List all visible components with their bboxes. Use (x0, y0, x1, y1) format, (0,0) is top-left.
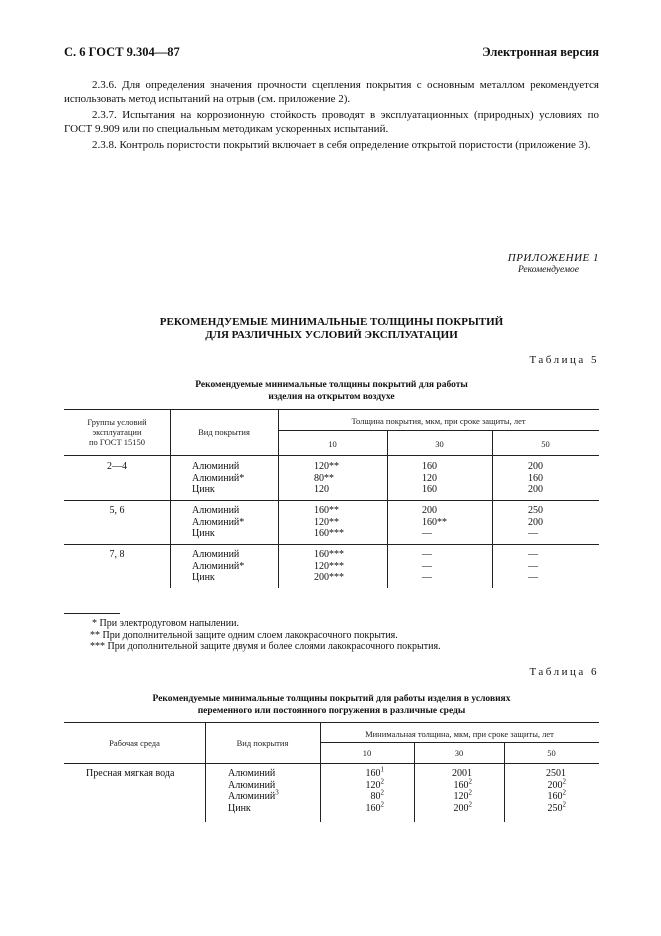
table6-top-rule (64, 722, 599, 723)
table6-header-year: 10 (362, 748, 372, 758)
table5-value: 160*** (314, 528, 344, 539)
table6-header-subrule (320, 742, 599, 743)
table5-coating: Цинк (192, 572, 215, 583)
table5-coating-list (192, 461, 244, 496)
page-header-right: Электронная версия (482, 45, 599, 59)
table5-value: — (528, 560, 538, 572)
table5-values-30 (422, 505, 447, 540)
table5-value: 200*** (314, 572, 344, 583)
footnote: ** При дополнительной защите одним слоем лакокрасочного покрытия. (90, 629, 398, 641)
table6-value: $160^1$ (365, 765, 384, 779)
table5-value: 120 (422, 472, 437, 484)
table5-coating: Алюминий* (192, 472, 245, 484)
body-text (64, 78, 599, 154)
appendix-subtitle: Рекомендуемое (517, 265, 579, 275)
table5-values-10 (314, 461, 339, 496)
table5-value: — (422, 560, 432, 572)
table5-value: 160 (422, 484, 437, 495)
table6-value: $160^2$ (365, 800, 384, 814)
section-title-line1: РЕКОМЕНДУЕМЫЕ МИНИМАЛЬНЫЕ ТОЛЩИНЫ ПОКРЫТИЙ (159, 316, 504, 328)
page-header-left: С. 6 ГОСТ 9.304—87 (64, 45, 180, 59)
table5-value: 120 (314, 484, 329, 495)
table6-caption (64, 693, 599, 717)
table5-group-name: 2—4 (107, 461, 127, 472)
table5-header-group-line2: эксплуатации (92, 427, 142, 437)
table6-values-50 (522, 768, 566, 814)
table5-col-rule (492, 430, 493, 588)
paragraph-2-3-7: 2.3.7. Испытания на коррозионную стойкость проводят в эксплуатационных (природных) условиях по ГОСТ 9.909 или по специальным методикам ускоренных испытаний. (64, 109, 599, 135)
table5-caption-line1: Рекомендуемые минимальные толщины покрытий для работы (195, 380, 468, 390)
footnote: *** При дополнительной защите двумя и более слоями лакокрасочного покрытия. (90, 641, 441, 652)
table5-top-rule (64, 409, 599, 410)
table5-coating-list (192, 505, 244, 540)
table5-coating: Алюминий (192, 505, 240, 516)
table5-group-name: 7, 8 (109, 549, 125, 560)
table5-coating: Алюминий (192, 549, 240, 560)
table5-value: 160 (528, 472, 543, 484)
table6-col-rule (205, 722, 206, 822)
table6-value: $250^2$ (547, 800, 566, 814)
table5-header-thickness: Толщина покрытия, мкм, при сроке защиты, лет (351, 416, 526, 426)
appendix-title: ПРИЛОЖЕНИЕ 1 (507, 252, 599, 264)
table5-value: 160 (422, 461, 437, 472)
section-title-line2: ДЛЯ РАЗЛИЧНЫХ УСЛОВИЙ ЭКСПЛУАТАЦИИ (205, 329, 458, 341)
paragraph-2-3-8: 2.3.8. Контроль пористости покрытий включает в себя определение открытой пористости (приложение 3). (92, 139, 591, 151)
table6-value: $160^2$ (453, 777, 472, 791)
table6-value: 2501 (546, 768, 566, 779)
table5-col-rule (278, 409, 279, 588)
table5-values-50 (528, 549, 538, 584)
table6-coating-list (228, 768, 279, 814)
table6-label: Таблица 6 (529, 666, 599, 678)
table5-value: 200 (528, 461, 543, 472)
table5-value: 120*** (314, 560, 344, 572)
table5-coating: Цинк (192, 528, 215, 539)
table6-coating: Алюминий$^3$ (228, 788, 279, 802)
footnote-separator (64, 613, 120, 614)
table5-group-name: 5, 6 (109, 505, 125, 516)
table5-value: — (422, 549, 432, 560)
table5-header-year: 30 (435, 439, 444, 449)
table5-value: — (528, 572, 538, 583)
table6-medium: Пресная мягкая вода (86, 768, 175, 779)
table5-caption-line2: изделия на открытом воздухе (268, 392, 395, 402)
table6-value: $80^2$ (370, 788, 384, 802)
table6-header-rule (64, 763, 599, 764)
table5-value: — (528, 549, 538, 560)
table6-values-30 (430, 768, 472, 814)
table5-coating: Алюминий* (192, 516, 245, 528)
table5-value: 120** (314, 461, 339, 472)
table5-header-group-line3: по ГОСТ 15150 (88, 437, 146, 447)
table5-header-year: 10 (328, 439, 337, 449)
table5-value: 250 (528, 505, 543, 516)
table5-value: 120** (314, 516, 339, 528)
table6-value: $120^2$ (365, 777, 384, 791)
table6-header-year: 50 (547, 748, 556, 758)
table5-col-rule (387, 430, 388, 588)
table5-values-50 (528, 461, 543, 496)
table5-coating: Алюминий (192, 461, 240, 472)
table5-label: Таблица 5 (529, 354, 599, 366)
table5-value: — (422, 572, 432, 583)
table5-header-group-line1: Группы условий (87, 417, 147, 427)
table5-header-group (64, 417, 170, 447)
footnotes (64, 618, 599, 653)
table5-value: — (422, 528, 432, 539)
table5-value: 160*** (314, 549, 344, 560)
table5-values-50 (528, 505, 543, 540)
table5-value: 200 (528, 484, 543, 495)
table5-value: 160** (422, 516, 447, 528)
table6-value: $200^2$ (547, 777, 566, 791)
table5-coating: Алюминий* (192, 560, 245, 572)
table5-header-rule (64, 455, 599, 456)
table5-row-rule (64, 500, 599, 501)
table6-header-coating: Вид покрытия (236, 738, 289, 748)
table6-coating: Цинк (228, 802, 251, 814)
table5-value: 200 (422, 505, 437, 516)
table5-value: 200 (528, 516, 543, 528)
table5-values-30 (422, 461, 437, 496)
table5-values-10 (314, 505, 344, 540)
table6-coating: Алюминий (228, 768, 276, 779)
table5-header-coating: Вид покрытия (198, 427, 250, 437)
table6-value: $120^2$ (453, 788, 472, 802)
section-title (64, 316, 599, 342)
table5-coating-list (192, 549, 244, 584)
table6-value: $200^2$ (453, 800, 472, 814)
table6-header-thickness: Минимальная толщина, мкм, при сроке защиты, лет (365, 729, 554, 739)
table6-value: 2001 (452, 768, 472, 779)
table5-values-30 (422, 549, 432, 584)
table6-header-medium: Рабочая среда (109, 738, 160, 748)
table5-header-subrule (278, 430, 599, 431)
table5-header-year: 50 (541, 439, 550, 449)
table6-header-year: 30 (454, 748, 464, 758)
table6-caption-line2: переменного или постоянного погружения в различные среды (197, 706, 466, 716)
table6-value: $160^2$ (547, 788, 566, 802)
table6-values-10 (336, 765, 384, 814)
paragraph-2-3-6: 2.3.6. Для определения значения прочности сцепления покрытия с основным металлом рекомендуется использовать метод испытаний на отрыв (см. приложение 2). (64, 79, 599, 105)
table5-values-10 (314, 549, 344, 584)
table6-coating: Алюминий (228, 779, 276, 791)
table5-row-rule (64, 544, 599, 545)
table5-value: 80** (314, 472, 334, 484)
table5-coating: Цинк (192, 484, 215, 495)
table6-caption-line1: Рекомендуемые минимальные толщины покрытий для работы изделия в условиях (152, 694, 511, 704)
table5-value: — (528, 528, 538, 539)
table5-caption (64, 379, 599, 403)
table5-value: 160** (314, 505, 339, 516)
footnote: * При электродуговом напылении. (92, 618, 239, 629)
